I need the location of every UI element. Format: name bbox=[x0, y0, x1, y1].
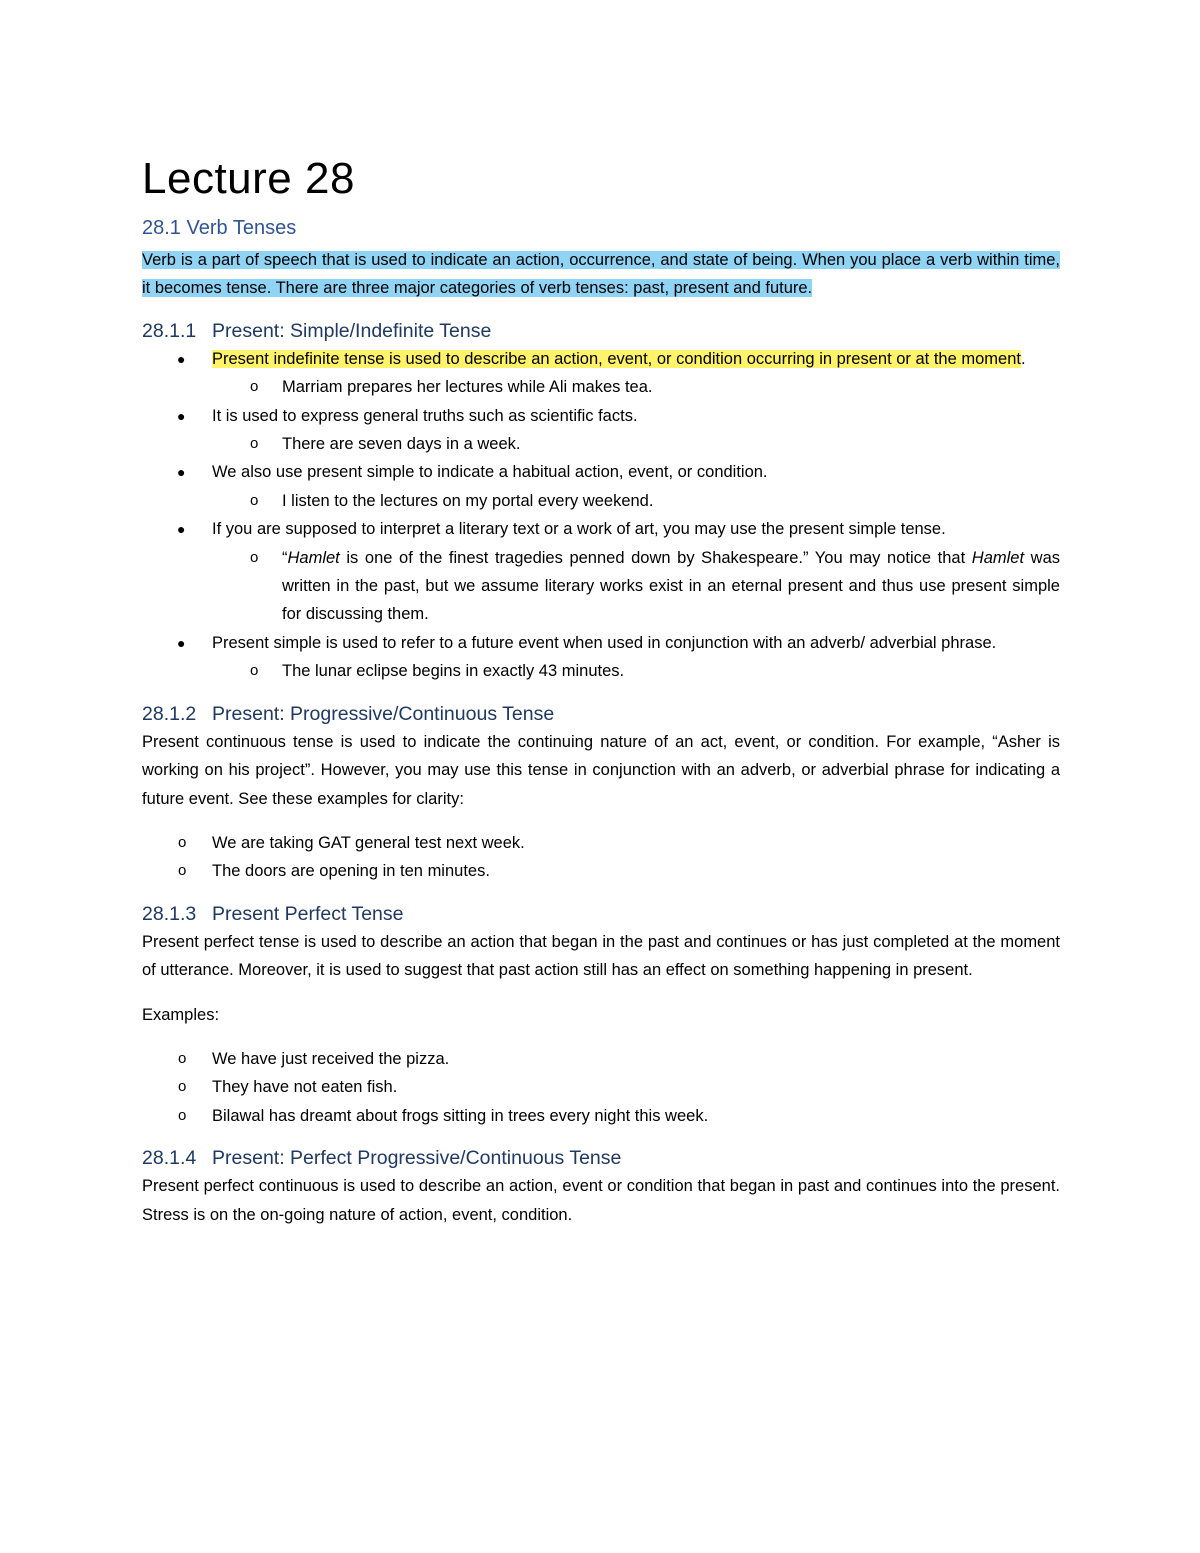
subsection-present-perfect bbox=[142, 900, 1060, 1130]
example-list bbox=[142, 1045, 1060, 1130]
subsection-number: 28.1.1 bbox=[142, 319, 197, 342]
sub-list bbox=[212, 373, 1060, 401]
work-title: Hamlet bbox=[971, 548, 1025, 567]
circle-bullet-icon: o bbox=[178, 1049, 187, 1067]
subsection-present-progressive bbox=[142, 700, 1060, 886]
sub-list-item bbox=[212, 373, 1060, 401]
example-list bbox=[142, 829, 1060, 886]
list-item bbox=[142, 829, 1060, 857]
sub-list bbox=[212, 430, 1060, 458]
circle-bullet-icon: o bbox=[250, 491, 259, 509]
body-paragraph: Present continuous tense is used to indicate the continuing nature of an act, event, or condition. For example, “Asher is working on his project”. However, you may use this tense in conjunction with an adverb, or adverbial phrase for indicating a future event. See these examples for clarity: bbox=[142, 732, 1060, 808]
subsection-title: Present: Simple/Indefinite Tense bbox=[212, 319, 492, 342]
circle-bullet-icon: o bbox=[250, 662, 259, 680]
work-title: Hamlet bbox=[287, 548, 340, 567]
list-item bbox=[142, 402, 1060, 459]
sub-list bbox=[212, 487, 1060, 515]
bullet-icon: ● bbox=[177, 350, 186, 367]
sub-list-item bbox=[212, 544, 1060, 629]
list-item-text: We also use present simple to indicate a habitual action, event, or condition. bbox=[212, 463, 768, 482]
subsection-heading bbox=[142, 900, 1060, 928]
list-item-text: It is used to express general truths such as scientific facts. bbox=[212, 406, 638, 425]
sub-list-item bbox=[212, 487, 1060, 515]
subsection-number: 28.1.2 bbox=[142, 702, 197, 725]
subsection-heading bbox=[142, 700, 1060, 728]
sub-list-item bbox=[212, 430, 1060, 458]
subsection-title: Present: Progressive/Continuous Tense bbox=[212, 702, 555, 725]
subsection-number: 28.1.3 bbox=[142, 902, 197, 925]
circle-bullet-icon: o bbox=[250, 435, 259, 453]
bullet-list bbox=[142, 345, 1060, 686]
intro-paragraph bbox=[142, 246, 1060, 303]
sub-list bbox=[212, 657, 1060, 685]
subsection-present-simple bbox=[142, 317, 1060, 686]
sub-list-item bbox=[212, 657, 1060, 685]
list-item-text: If you are supposed to interpret a literary text or a work of art, you may use the present simple tense. bbox=[212, 520, 946, 539]
bullet-icon: ● bbox=[177, 634, 186, 651]
example-text: I listen to the lectures on my portal every weekend. bbox=[282, 491, 654, 510]
subsection-number: 28.1.4 bbox=[142, 1147, 197, 1170]
intro-highlighted-text: Verb is a part of speech that is used to indicate an action, occurrence, and state of being. When you place a verb within time, it becomes tense. There are three major categories of verb tenses: past, present and future. bbox=[142, 251, 1060, 298]
section-heading: 28.1 Verb Tenses bbox=[142, 217, 297, 239]
list-item bbox=[142, 345, 1060, 402]
quote-open: “ bbox=[282, 548, 288, 567]
example-text: Marriam prepares her lectures while Ali makes tea. bbox=[282, 378, 653, 397]
list-item bbox=[142, 1073, 1060, 1101]
subsection-heading bbox=[142, 317, 1060, 345]
subsection-title: Present: Perfect Progressive/Continuous Tense bbox=[212, 1147, 622, 1170]
circle-bullet-icon: o bbox=[178, 1106, 187, 1124]
document-page bbox=[142, 150, 1060, 1229]
example-text: was written in the past, but we assume literary works exist in an eternal present and thus use present simple for discussing them. bbox=[282, 548, 1060, 624]
example-text: They have not eaten fish. bbox=[212, 1078, 398, 1097]
example-text: is one of the finest tragedies penned down by Shakespeare.” You may notice that bbox=[339, 548, 972, 567]
page-title: Lecture 28 bbox=[142, 154, 355, 203]
body-paragraph: Present perfect tense is used to describe an action that began in the past and continues or has just completed at the moment of utterance. Moreover, it is used to suggest that past action still has an effect on something happening in present. bbox=[142, 932, 1060, 980]
bullet-icon: ● bbox=[177, 407, 186, 424]
circle-bullet-icon: o bbox=[250, 548, 259, 566]
examples-label: Examples: bbox=[142, 1005, 220, 1024]
list-item bbox=[142, 458, 1060, 515]
list-item bbox=[142, 857, 1060, 885]
list-item bbox=[142, 1045, 1060, 1073]
list-item-text: Present simple is used to refer to a future event when used in conjunction with an adverb/ adverbial phrase. bbox=[212, 633, 997, 652]
circle-bullet-icon: o bbox=[250, 378, 259, 396]
highlighted-text: Present indefinite tense is used to describe an action, event, or condition occurring in present or at the moment bbox=[212, 349, 1021, 368]
circle-bullet-icon: o bbox=[178, 833, 187, 851]
example-text: We are taking GAT general test next week. bbox=[212, 833, 525, 852]
subsection-heading bbox=[142, 1144, 1060, 1172]
bullet-icon: ● bbox=[177, 464, 186, 481]
list-item bbox=[142, 515, 1060, 629]
example-text: The lunar eclipse begins in exactly 43 minutes. bbox=[282, 662, 625, 681]
sub-list bbox=[212, 544, 1060, 629]
example-text: We have just received the pizza. bbox=[212, 1049, 450, 1068]
example-text: There are seven days in a week. bbox=[282, 435, 521, 454]
list-item-text-end: . bbox=[1020, 349, 1026, 368]
subsection-title: Present Perfect Tense bbox=[212, 902, 404, 925]
bullet-icon: ● bbox=[177, 521, 186, 538]
list-item bbox=[142, 1102, 1060, 1130]
circle-bullet-icon: o bbox=[178, 862, 187, 880]
list-item bbox=[142, 629, 1060, 686]
body-paragraph: Present perfect continuous is used to describe an action, event or condition that began in past and continues into the present. Stress is on the on-going nature of action, event, condition. bbox=[142, 1177, 1060, 1224]
example-text: Bilawal has dreamt about frogs sitting in trees every night this week. bbox=[212, 1106, 709, 1125]
circle-bullet-icon: o bbox=[178, 1078, 187, 1096]
subsection-present-perfect-progressive bbox=[142, 1144, 1060, 1229]
example-text: The doors are opening in ten minutes. bbox=[212, 862, 490, 881]
